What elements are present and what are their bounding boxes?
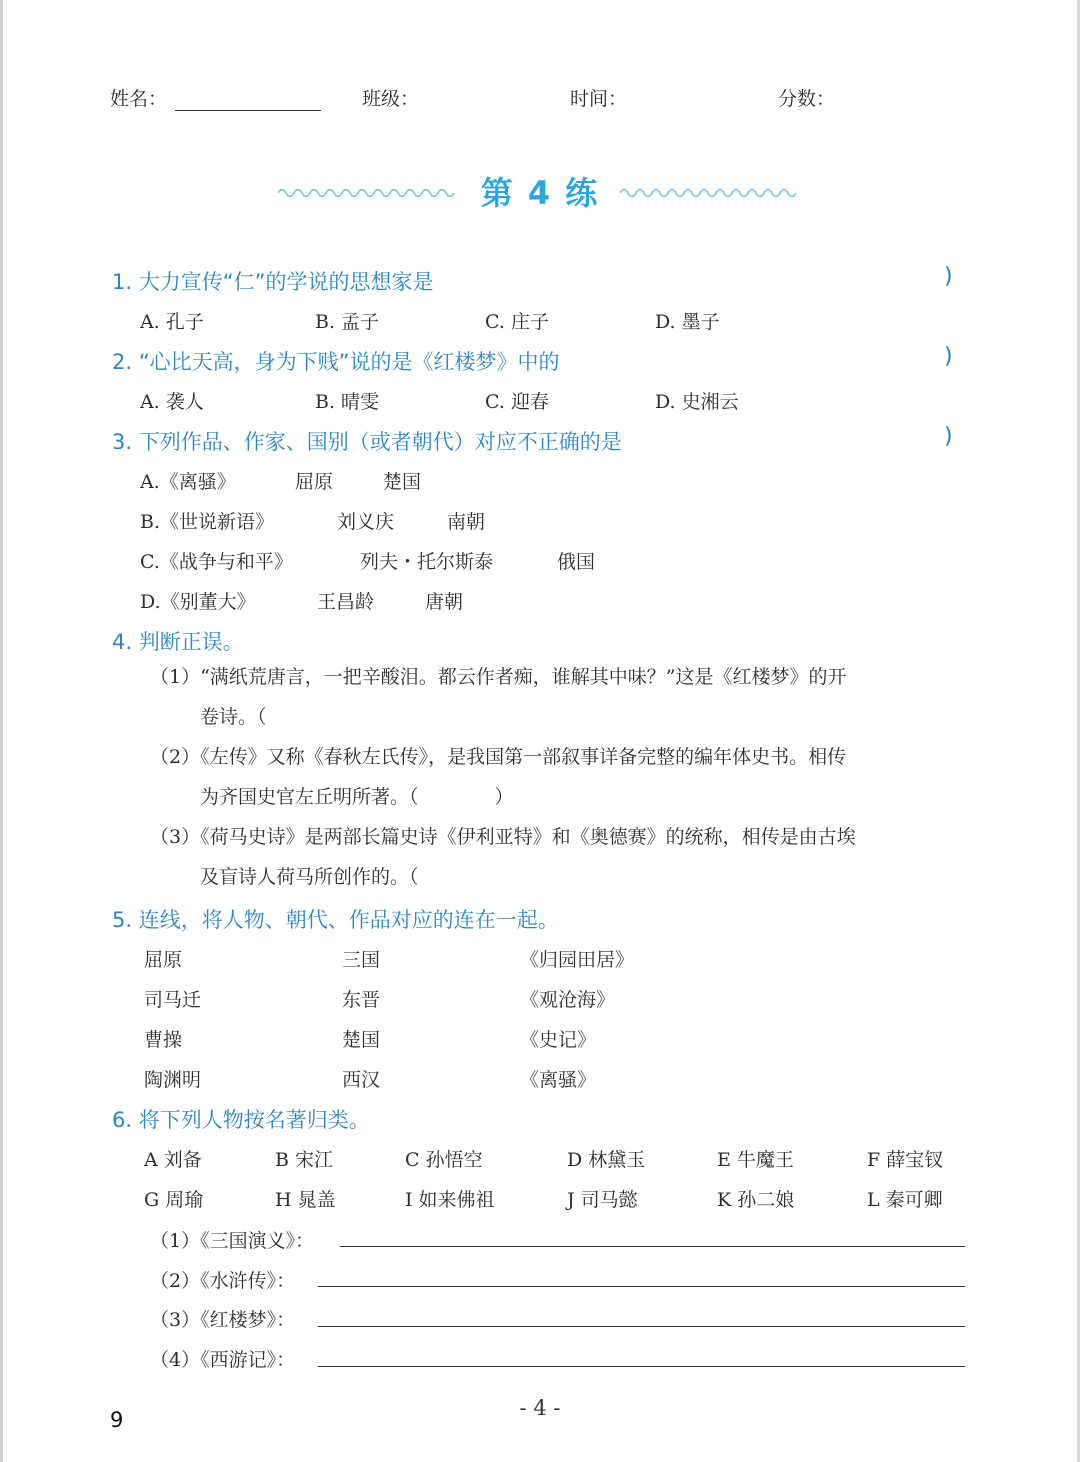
q6-blank-1-line[interactable] (340, 1246, 965, 1247)
score-label: 分数： (778, 88, 836, 110)
q4-item-3-line2[interactable]: 及盲诗人荷马所创作的。（ (200, 866, 419, 888)
q6-person-k[interactable]: K 孙二娘 (717, 1189, 795, 1211)
q5-person-4[interactable]: 陶渊明 (144, 1069, 202, 1091)
left-wave-ornament (278, 182, 460, 204)
page-title: 第 4 练 (480, 174, 600, 212)
name-field (110, 84, 321, 111)
q6-person-l[interactable]: L 秦可卿 (867, 1189, 943, 1211)
q5-person-1[interactable]: 屈原 (144, 949, 183, 971)
q6-person-i[interactable]: I 如来佛祖 (405, 1189, 495, 1211)
q5-work-4[interactable]: 《离骚》 (520, 1069, 597, 1091)
title-banner (0, 168, 1080, 218)
question-1-stem: 1. 大力宣传“仁”的学说的思想家是 (112, 270, 434, 294)
q3-option-b-author: 刘义庆 (337, 511, 395, 533)
q6-person-f[interactable]: F 薛宝钗 (867, 1149, 944, 1171)
right-wave-ornament (620, 182, 802, 204)
q6-blank-3-label: （3）《红楼梦》： (150, 1309, 296, 1331)
question-3-answer-paren[interactable]: ) (944, 424, 953, 449)
q4-item-2-line1: （2）《左传》又称《春秋左氏传》，是我国第一部叙事详备完整的编年体史书。相传 (150, 746, 847, 768)
time-label: 时间： (570, 88, 628, 110)
q4-item-3-line1: （3）《荷马史诗》是两部长篇史诗《伊利亚特》和《奥德赛》的统称，相传是由古埃 (150, 826, 856, 848)
q6-blank-4-line[interactable] (318, 1366, 965, 1367)
q1-option-d[interactable]: D. 墨子 (655, 311, 720, 333)
q6-blank-2-line[interactable] (318, 1286, 965, 1287)
q4-item-3 (150, 817, 970, 897)
q2-option-d[interactable]: D. 史湘云 (655, 391, 739, 413)
q1-option-c[interactable]: C. 庄子 (485, 311, 549, 333)
q6-blank-3-line[interactable] (318, 1326, 965, 1327)
q3-option-c-place: 俄国 (557, 551, 596, 573)
q3-option-a-author: 屈原 (295, 471, 334, 493)
q3-option-a-place: 楚国 (383, 471, 422, 493)
q4-item-2 (150, 737, 970, 817)
q6-person-d[interactable]: D 林黛玉 (567, 1149, 646, 1171)
q3-option-d-work[interactable]: D.《别董大》 (140, 591, 256, 613)
q6-person-e[interactable]: E 牛魔王 (717, 1149, 794, 1171)
corner-page-index: 9 (110, 1408, 124, 1432)
q1-option-a[interactable]: A. 孔子 (140, 311, 204, 333)
q4-item-1-line1: （1）“满纸荒唐言，一把辛酸泪。都云作者痴，谁解其中味？”这是《红楼梦》的开 (150, 666, 847, 688)
q3-option-d-author: 王昌龄 (317, 591, 375, 613)
page-number: - 4 - (519, 1396, 561, 1420)
question-2-answer-paren[interactable]: ) (944, 344, 953, 369)
q3-option-d-place: 唐朝 (425, 591, 464, 613)
worksheet-header (110, 84, 970, 114)
name-input-line[interactable] (175, 88, 321, 111)
q6-person-a[interactable]: A 刘备 (144, 1149, 202, 1171)
question-2-stem: 2. “心比天高，身为下贱”说的是《红楼梦》中的 (112, 350, 560, 374)
q2-option-c[interactable]: C. 迎春 (485, 391, 549, 413)
q6-person-b[interactable]: B 宋江 (275, 1149, 334, 1171)
question-4-stem: 4. 判断正误。 (112, 630, 244, 654)
q2-option-b[interactable]: B. 晴雯 (315, 391, 380, 413)
q5-work-3[interactable]: 《史记》 (520, 1029, 597, 1051)
q5-person-2[interactable]: 司马迁 (144, 989, 202, 1011)
q5-work-1[interactable]: 《归园田居》 (520, 949, 635, 971)
q6-blank-1-label: （1）《三国演义》： (150, 1230, 315, 1252)
q3-option-b-work[interactable]: B.《世说新语》 (140, 511, 275, 533)
q5-dynasty-1[interactable]: 三国 (342, 949, 381, 971)
q5-dynasty-4[interactable]: 西汉 (342, 1069, 381, 1091)
class-label: 班级： (362, 88, 420, 110)
question-6-stem: 6. 将下列人物按名著归类。 (112, 1108, 370, 1132)
q6-person-h[interactable]: H 晁盖 (275, 1189, 336, 1211)
q4-item-1-line2[interactable]: 卷诗。（ (200, 706, 267, 728)
q4-item-2-line2[interactable]: 为齐国史官左丘明所著。（ ） (200, 786, 514, 808)
q5-dynasty-2[interactable]: 东晋 (342, 989, 381, 1011)
q5-dynasty-3[interactable]: 楚国 (342, 1029, 381, 1051)
q2-option-a[interactable]: A. 袭人 (140, 391, 204, 413)
q1-option-b[interactable]: B. 孟子 (315, 311, 380, 333)
q3-option-a-work[interactable]: A.《离骚》 (140, 471, 236, 493)
q6-person-j[interactable]: J 司马懿 (567, 1189, 638, 1211)
q3-option-b-place: 南朝 (447, 511, 486, 533)
q3-option-c-work[interactable]: C.《战争与和平》 (140, 551, 293, 573)
q4-item-1 (150, 657, 970, 737)
page-edge-left (0, 0, 3, 1462)
name-label: 姓名： (110, 88, 168, 110)
q6-blank-2-label: （2）《水浒传》： (150, 1270, 296, 1292)
q5-work-2[interactable]: 《观沧海》 (520, 989, 616, 1011)
question-1-answer-paren[interactable]: ) (944, 264, 953, 289)
q3-option-c-author: 列夫・托尔斯泰 (360, 551, 494, 573)
q6-person-g[interactable]: G 周瑜 (144, 1189, 204, 1211)
question-5-stem: 5. 连线，将人物、朝代、作品对应的连在一起。 (112, 908, 559, 932)
question-3-stem: 3. 下列作品、作家、国别（或者朝代）对应不正确的是 (112, 430, 622, 454)
q6-person-c[interactable]: C 孙悟空 (405, 1149, 483, 1171)
q6-blank-4-label: （4）《西游记》： (150, 1349, 296, 1371)
q5-person-3[interactable]: 曹操 (144, 1029, 183, 1051)
